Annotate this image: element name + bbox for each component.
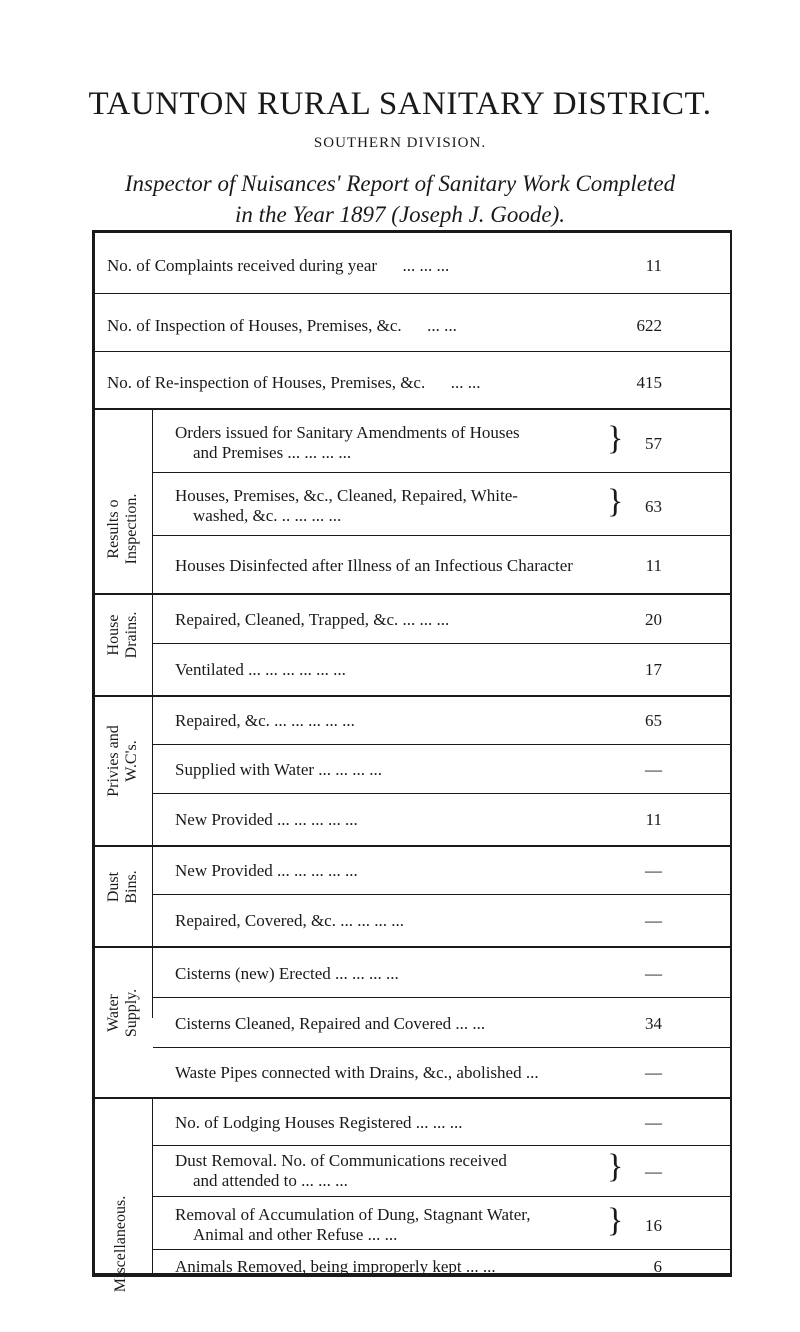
privies-repaired-label: Repaired, &c. ... ... ... ... ... (175, 711, 355, 730)
drains-ventilated-label: Ventilated ... ... ... ... ... ... (175, 660, 346, 679)
cisterns-new-value: — (645, 964, 662, 983)
privies-water-value: — (645, 760, 662, 779)
row-divider (95, 351, 730, 352)
brace-mark: } (607, 1148, 624, 1185)
section-divider (95, 593, 730, 595)
page-title: TAUNTON RURAL SANITARY DISTRICT. (88, 86, 712, 122)
cisterns-cleaned-label: Cisterns Cleaned, Repaired and Covered ... ... (175, 1014, 486, 1033)
reinspection-label: No. of Re-inspection of Houses, Premises, &c. ... ... (107, 373, 481, 392)
section-divider (95, 695, 730, 697)
cisterns-new-label: Cisterns (new) Erected ... ... ... ... (175, 964, 399, 983)
row-divider (153, 997, 730, 998)
section-divider (95, 1097, 730, 1099)
section-divider (95, 845, 730, 847)
report-heading-line-2: in the Year 1897 (Joseph J. Goode). (234, 202, 566, 227)
reinspection-value: 415 (636, 373, 662, 392)
section-column-divider (152, 410, 153, 1018)
row-divider (153, 643, 730, 644)
waste-pipes-label: Waste Pipes connected with Drains, &c., abolished ... (175, 1063, 539, 1082)
dung-removal-value: 16 (645, 1216, 662, 1235)
report-heading-line-1: Inspector of Nuisances' Report of Sanitary Work Completed (124, 171, 676, 196)
cleaned-label: Houses, Premises, &c., Cleaned, Repaired, White- washed, &c. .. ... ... ... (175, 486, 518, 525)
dust-removal-label: Dust Removal. No. of Communications received and attended to ... ... ... (175, 1151, 507, 1190)
cisterns-cleaned-value: 34 (645, 1014, 662, 1033)
brace-mark: } (607, 1202, 624, 1239)
inspection-value: 622 (636, 316, 662, 335)
row-divider (153, 793, 730, 794)
bins-section-label: Dust Bins. (105, 870, 140, 904)
row-divider (153, 1047, 730, 1048)
row-divider (153, 894, 730, 895)
animals-label: Animals Removed, being improperly kept ... ... (175, 1257, 496, 1276)
section-divider (95, 408, 730, 410)
lodging-value: — (645, 1113, 662, 1132)
brace-mark: } (607, 483, 624, 520)
row-divider (153, 472, 730, 473)
orders-label: Orders issued for Sanitary Amendments of Houses and Premises ... ... ... ... (175, 423, 520, 462)
drains-section-label: House Drains. (105, 611, 140, 659)
section-divider (95, 946, 730, 948)
drains-repaired-label: Repaired, Cleaned, Trapped, &c. ... ... ... (175, 610, 450, 629)
bins-repaired-label: Repaired, Covered, &c. ... ... ... ... (175, 911, 404, 930)
privies-new-label: New Provided ... ... ... ... ... (175, 810, 358, 829)
cleaned-value: 63 (645, 497, 662, 516)
disinfected-value: 11 (645, 556, 662, 575)
privies-section-label: Privies and W.C's. (105, 725, 140, 797)
row-divider (95, 293, 730, 294)
orders-value: 57 (645, 434, 662, 453)
row-divider (153, 535, 730, 536)
row-divider (153, 1145, 730, 1146)
bins-new-label: New Provided ... ... ... ... ... (175, 861, 358, 880)
misc-section-label: Miscellaneous. (112, 1195, 129, 1293)
complaints-value: 11 (645, 256, 662, 275)
inspection-label: No. of Inspection of Houses, Premises, &c. ... ... (107, 316, 457, 335)
complaints-label: No. of Complaints received during year ... ... ... (107, 256, 450, 275)
privies-new-value: 11 (645, 810, 662, 829)
drains-repaired-value: 20 (645, 610, 662, 629)
lodging-label: No. of Lodging Houses Registered ... ... ... (175, 1113, 463, 1132)
dust-removal-value: — (645, 1162, 662, 1181)
water-section-label: Water Supply. (105, 988, 140, 1038)
drains-ventilated-value: 17 (645, 660, 662, 679)
report-table (92, 230, 732, 1293)
results-section-label: Results o Inspection. (105, 493, 140, 565)
row-divider (153, 1249, 730, 1250)
report-heading (0, 168, 800, 230)
dung-removal-label: Removal of Accumulation of Dung, Stagnant Water, Animal and other Refuse ... ... (175, 1205, 531, 1244)
animals-value: 6 (653, 1257, 662, 1276)
page-subtitle: SOUTHERN DIVISION. (313, 135, 487, 151)
row-divider (153, 1196, 730, 1197)
bins-new-value: — (645, 861, 662, 880)
brace-mark: } (607, 420, 624, 457)
bins-repaired-value: — (645, 911, 662, 930)
privies-repaired-value: 65 (645, 711, 662, 730)
disinfected-label: Houses Disinfected after Illness of an Infectious Character (175, 556, 573, 575)
waste-pipes-value: — (645, 1063, 662, 1082)
privies-water-label: Supplied with Water ... ... ... ... (175, 760, 383, 779)
row-divider (153, 744, 730, 745)
